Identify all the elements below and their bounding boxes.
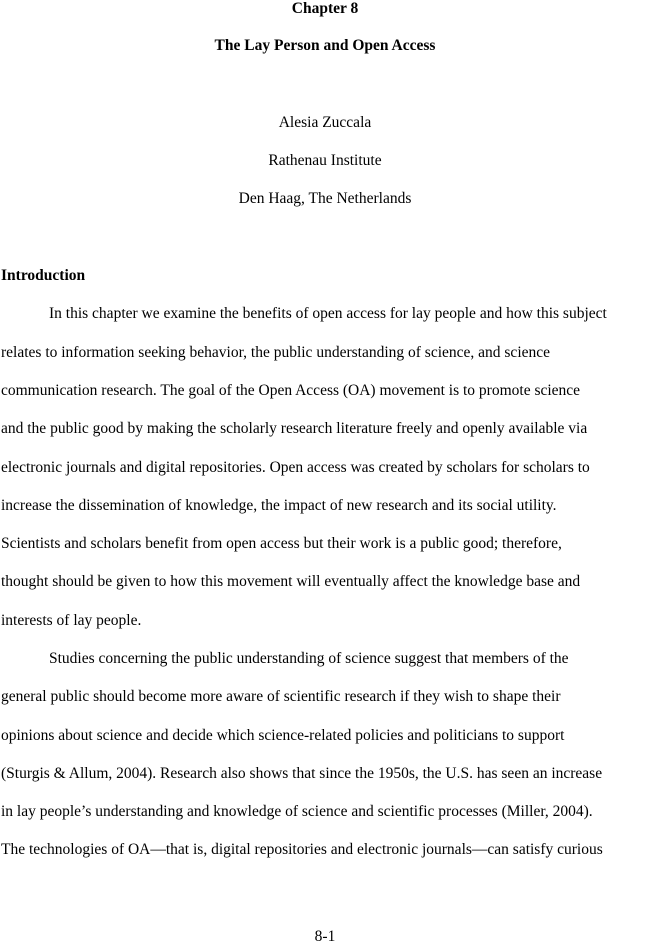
body-line: Scientists and scholars benefit from open access but their work is a public good; therefore, [1, 535, 562, 552]
body-line: The technologies of OA—that is, digital repositories and electronic journals—can satisfy curious [1, 841, 603, 858]
body-line: electronic journals and digital repositories. Open access was created by scholars for scholars to [1, 459, 590, 476]
body-line: interests of lay people. [1, 612, 142, 629]
body-line: communication research. The goal of the Open Access (OA) movement is to promote science [1, 382, 581, 399]
body-line: (Sturgis & Allum, 2004). Research also shows that since the 1950s, the U.S. has seen an increase [1, 765, 603, 782]
author-name: Alesia Zuccala [278, 114, 372, 131]
body-line: increase the dissemination of knowledge, the impact of new research and its social utility. [1, 497, 557, 514]
section-heading: Introduction [1, 267, 86, 284]
body-line: Studies concerning the public understanding of science suggest that members of the [49, 650, 569, 667]
chapter-label: Chapter 8 [291, 0, 359, 17]
body-line: opinions about science and decide which science-related policies and politicians to support [1, 727, 565, 744]
body-line: In this chapter we examine the benefits of open access for lay people and how this subject [49, 305, 607, 322]
body-line: thought should be given to how this movement will eventually affect the knowledge base and [1, 573, 581, 590]
page-number: 8-1 [314, 928, 336, 945]
body-line: general public should become more aware of scientific research if they wish to shape their [1, 688, 561, 705]
author-institution: Rathenau Institute [268, 152, 382, 169]
body-line: and the public good by making the scholarly research literature freely and openly available via [1, 420, 588, 437]
body-line: in lay people’s understanding and knowledge of science and scientific processes (Miller, 2004). [1, 803, 593, 820]
chapter-title: The Lay Person and Open Access [214, 37, 436, 54]
body-line: relates to information seeking behavior, the public understanding of science, and science [1, 344, 551, 361]
author-location: Den Haag, The Netherlands [238, 190, 412, 207]
